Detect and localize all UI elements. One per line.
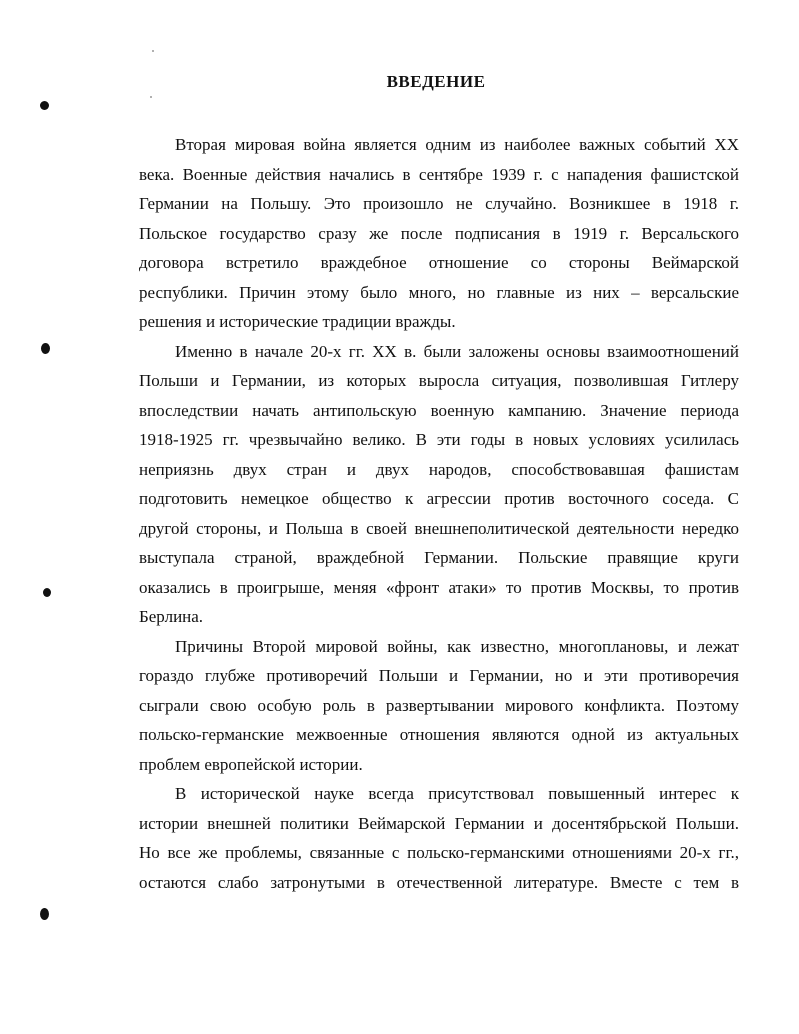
binder-hole-mark <box>40 908 49 920</box>
text-line: гораздо глубже противоречий Польши и Германии, но и эти противоречия <box>139 666 739 685</box>
text-line: подготовить немецкое общество к агрессии против восточного соседа. С <box>139 489 739 508</box>
document-body <box>139 130 739 897</box>
text-line: республики. Причин этому было много, но главные из них – версальские <box>139 282 739 302</box>
text-line: впоследствии начать антипольскую военную кампанию. Значение периода <box>139 400 739 420</box>
scan-speck <box>152 50 154 52</box>
paragraph <box>139 337 739 632</box>
paragraph <box>139 130 739 337</box>
text-line: Вторая мировая война является одним из наиболее важных событий XX <box>175 135 739 154</box>
text-line: Но все же проблемы, связанные с польско-германскими отношениями 20-х гг., <box>139 843 739 862</box>
text-line: выступала страной, враждебной Германии. Польские правящие круги <box>139 548 739 567</box>
binder-hole-mark <box>43 588 51 597</box>
text-line: века. Военные действия начались в сентябре 1939 г. с нападения фашистской <box>139 164 739 184</box>
text-line: другой стороны, и Польша в своей внешнеполитической деятельности нередко <box>139 518 739 538</box>
text-line: 1918-1925 гг. чрезвычайно велико. В эти годы в новых условиях усилилась <box>139 430 739 449</box>
text-line: Польши и Германии, из которых выросла ситуация, позволившая Гитлеру <box>139 371 739 390</box>
text-line: Берлина. <box>139 607 204 626</box>
text-line: Именно в начале 20-х гг. XX в. были заложены основы взаимоотношений <box>175 341 739 361</box>
text-line: сыграли свою особую роль в развертывании мирового конфликта. Поэтому <box>139 695 739 715</box>
text-line: польско-германские межвоенные отношения являются одной из актуальных <box>139 725 739 744</box>
text-line: Польское государство сразу же после подписания в 1919 г. Версальского <box>139 223 739 243</box>
text-line: договора встретило враждебное отношение со стороны Веймарской <box>139 253 739 272</box>
text-line: решения и исторические традиции вражды. <box>139 312 456 331</box>
scan-speck <box>150 96 152 98</box>
paragraph <box>139 779 739 897</box>
text-line: оказались в проигрыше, меняя «фронт атаки» то против Москвы, то против <box>139 577 739 597</box>
text-line: остаются слабо затронутыми в отечественной литературе. Вместе с тем в <box>139 872 739 892</box>
text-line: В исторической науке всегда присутствовал повышенный интерес к <box>175 784 739 803</box>
binder-hole-mark <box>41 343 50 354</box>
text-line: истории внешней политики Веймарской Германии и досентябрьской Польши. <box>139 813 739 833</box>
text-line: проблем европейской истории. <box>139 754 363 774</box>
page-title: ВВЕДЕНИЕ <box>386 72 486 91</box>
text-line: Германии на Польшу. Это произошло не случайно. Возникшее в 1918 г. <box>139 194 739 213</box>
binder-hole-mark <box>40 101 49 110</box>
paragraph <box>139 632 739 780</box>
text-line: Причины Второй мировой войны, как известно, многоплановы, и лежат <box>175 636 739 656</box>
text-line: неприязнь двух стран и двух народов, способствовавшая фашистам <box>139 459 739 479</box>
